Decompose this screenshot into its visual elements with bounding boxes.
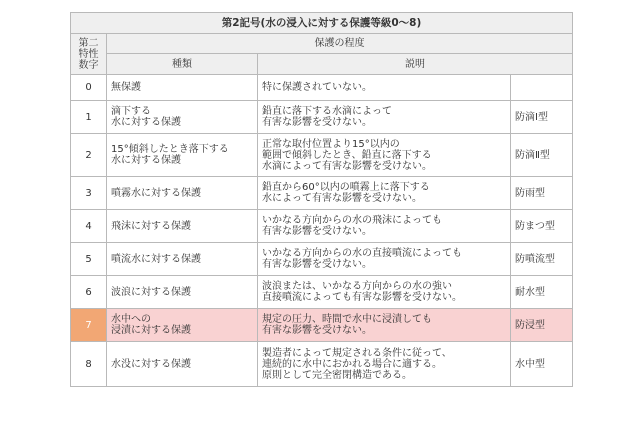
protection-code	[511, 75, 573, 101]
grade-number: 8	[71, 342, 107, 387]
grade-number: 0	[71, 75, 107, 101]
table-title: 第2記号(水の浸入に対する保護等級0～8)	[71, 13, 573, 34]
grade-number: 7	[71, 309, 107, 342]
protection-description: いかなる方向からの水の直接噴流によっても 有害な影響を受けない。	[258, 243, 511, 276]
protection-type: 水中への 浸漬に対する保護	[107, 309, 258, 342]
protection-code: 防滴Ⅱ型	[511, 134, 573, 177]
grade-number: 2	[71, 134, 107, 177]
grade-number: 6	[71, 276, 107, 309]
protection-grade-table	[70, 12, 573, 387]
protection-code: 水中型	[511, 342, 573, 387]
protection-type: 滴下する 水に対する保護	[107, 101, 258, 134]
table-header-row	[71, 34, 573, 54]
protection-type: 飛沫に対する保護	[107, 210, 258, 243]
protection-type: 波浪に対する保護	[107, 276, 258, 309]
protection-code: 耐水型	[511, 276, 573, 309]
column-number-header: 第二 特性 数字	[71, 34, 107, 75]
grade-number: 1	[71, 101, 107, 134]
protection-description: 鉛直に落下する水滴によって 有害な影響を受けない。	[258, 101, 511, 134]
protection-description: 鉛直から60°以内の噴霧上に落下する 水によって有害な影響を受けない。	[258, 177, 511, 210]
protection-type: 無保護	[107, 75, 258, 101]
protection-type: 水没に対する保護	[107, 342, 258, 387]
grade-number: 5	[71, 243, 107, 276]
table-row	[71, 134, 573, 177]
protection-description: 規定の圧力、時間で水中に浸漬しても 有害な影響を受けない。	[258, 309, 511, 342]
grade-number: 3	[71, 177, 107, 210]
protection-code: 防まつ型	[511, 210, 573, 243]
table-row	[71, 276, 573, 309]
protection-code: 防雨型	[511, 177, 573, 210]
protection-code: 防滴Ⅰ型	[511, 101, 573, 134]
table-row	[71, 177, 573, 210]
protection-description: 波浪または、いかなる方向からの水の強い 直接噴流によっても有害な影響を受けない。	[258, 276, 511, 309]
table-title-row	[71, 13, 573, 34]
table-subheader-row	[71, 54, 573, 75]
protection-description: いかなる方向からの水の飛沫によっても 有害な影響を受けない。	[258, 210, 511, 243]
table-row	[71, 101, 573, 134]
protection-description: 特に保護されていない。	[258, 75, 511, 101]
protection-type: 噴霧水に対する保護	[107, 177, 258, 210]
protection-type: 噴流水に対する保護	[107, 243, 258, 276]
protection-code: 防噴流型	[511, 243, 573, 276]
table-row	[71, 243, 573, 276]
table-row	[71, 342, 573, 387]
table-row	[71, 210, 573, 243]
table-row	[71, 75, 573, 101]
grade-number: 4	[71, 210, 107, 243]
protection-type: 15°傾斜したとき落下する 水に対する保護	[107, 134, 258, 177]
protection-code: 防浸型	[511, 309, 573, 342]
description-header: 説明	[258, 54, 573, 75]
protection-description: 製造者によって規定される条件に従って、 連続的に水中におかれる場合に適する。 原則として完全密閉構造である。	[258, 342, 511, 387]
type-header: 種類	[107, 54, 258, 75]
table-row-highlighted	[71, 309, 573, 342]
protection-level-header: 保護の程度	[107, 34, 573, 54]
protection-description: 正常な取付位置より15°以内の 範囲で傾斜したとき、鉛直に落下する 水滴によって有害な影響を受けない。	[258, 134, 511, 177]
